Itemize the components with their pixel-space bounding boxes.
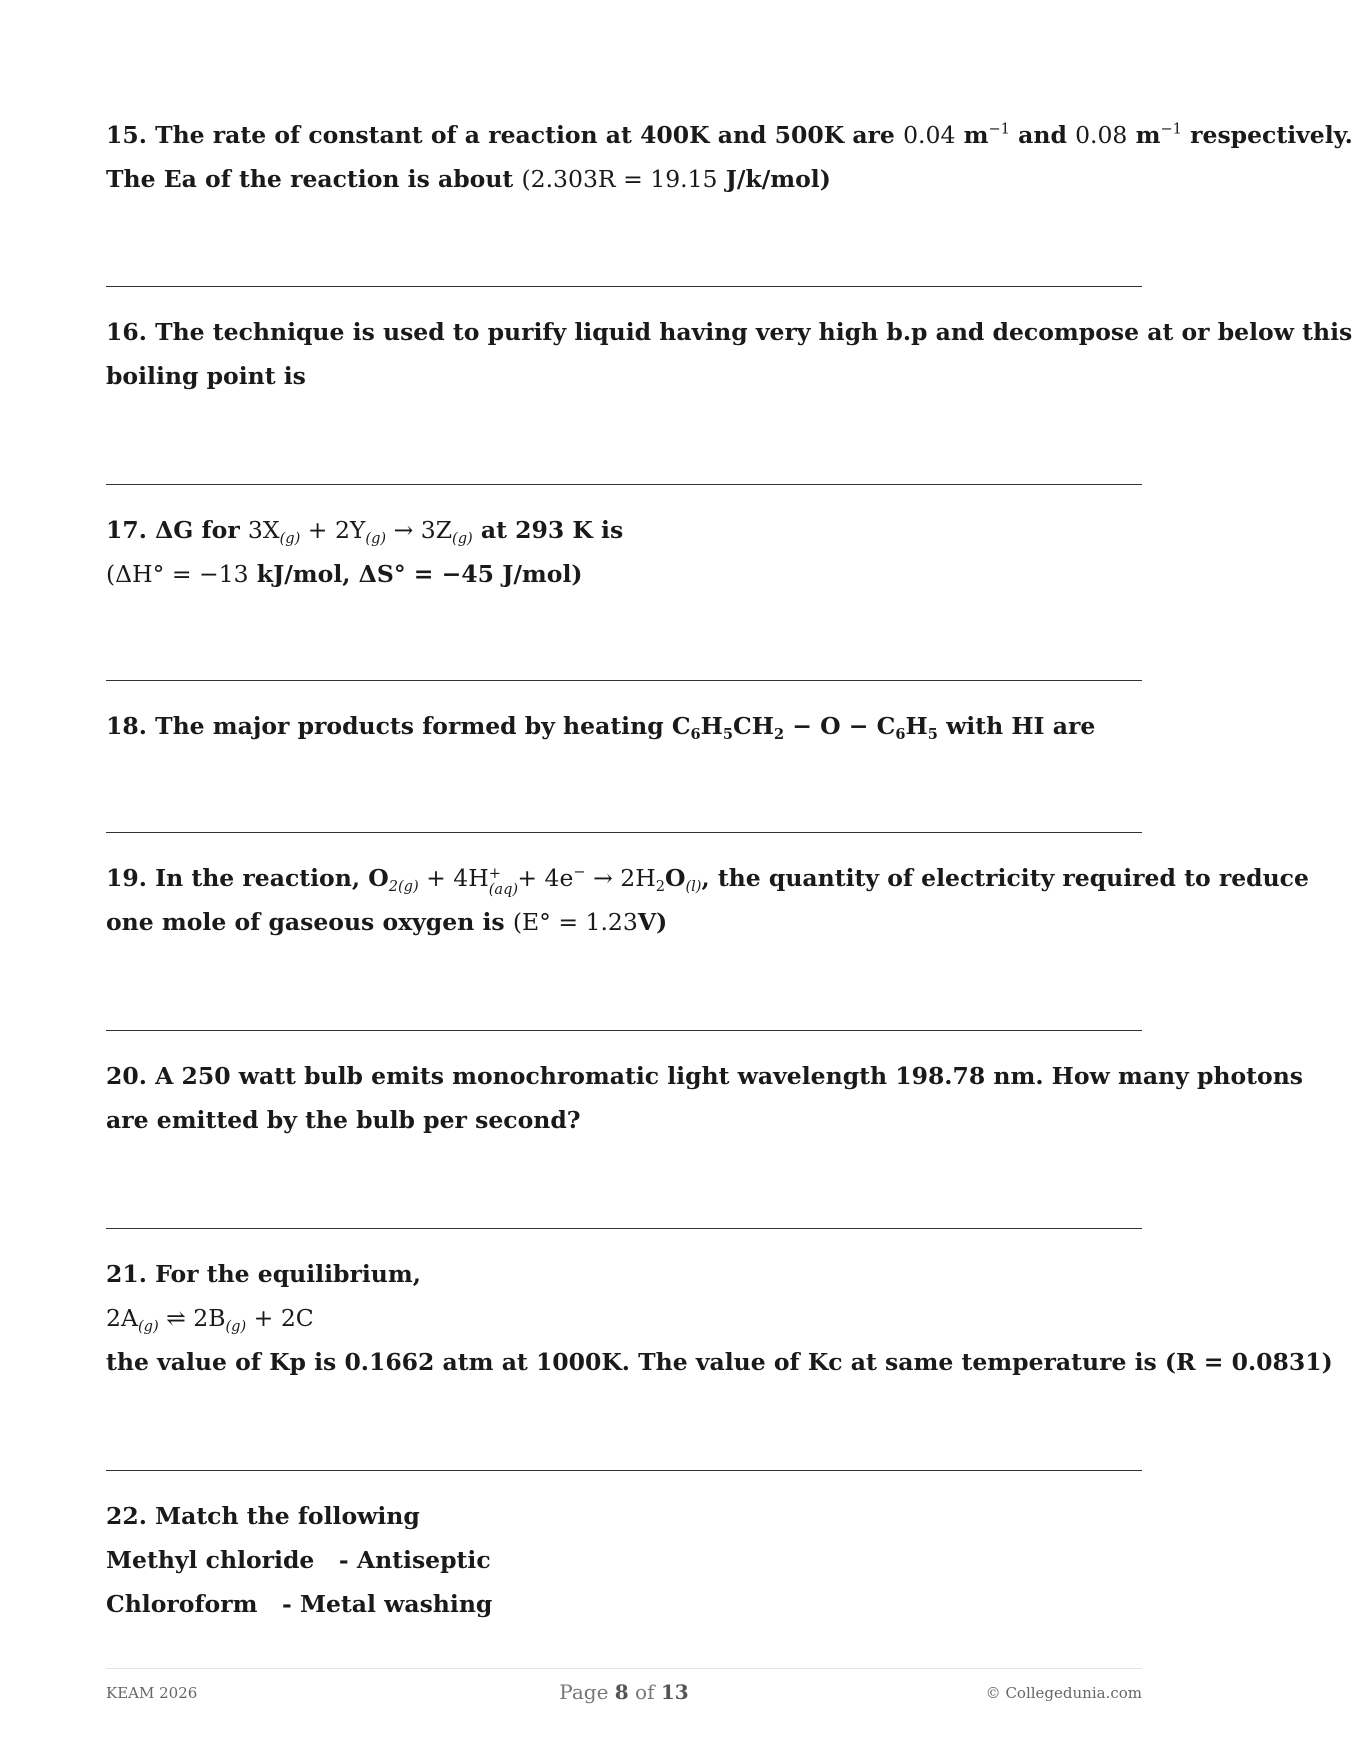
question-text: with HI are [946,712,1096,740]
product-z: → 3Z [393,516,453,544]
question-text: Match the following [155,1502,420,1530]
charge-label: + [488,865,501,883]
question-17-line-2 [106,552,1142,596]
water: → 2H [593,864,656,892]
product-c: + 2C [253,1304,314,1332]
question-22-line-1 [106,1494,1142,1538]
page [106,0,1353,1754]
rate-unit: m [1135,121,1161,149]
reactant-y: + 2Y [307,516,366,544]
question-number: 20. [106,1062,147,1090]
question-21-line-1 [106,1252,1142,1296]
phase-label: (g) [452,530,473,548]
question-15 [106,113,1353,201]
oxygen: O [368,864,389,892]
footer-divider [106,1668,1142,1669]
question-text: ΔG for [155,516,240,544]
question-number: 17. [106,516,147,544]
match-left: Methyl chloride [106,1546,315,1574]
rate-value-1: 0.04 [903,121,956,149]
given-constant: (2.303R = 19.15 [521,165,718,193]
question-16 [106,310,1353,398]
divider [106,680,1142,681]
question-number: 19. [106,864,147,892]
question-text: The rate of constant of a reaction at 400K and 500K are [155,121,895,149]
question-number: 15. [106,121,147,149]
question-text: and [1018,121,1067,149]
exam-name: KEAM 2026 [106,1684,198,1702]
phase-label: (g) [137,1318,159,1336]
question-19-line-2 [106,900,1142,944]
enthalpy-value: (ΔH° = −13 [106,560,249,588]
water-oxygen: O [664,864,686,892]
question-19 [106,856,1309,944]
question-20-line-2: are emitted by the bulb per second? [106,1106,581,1134]
question-20-line-1 [106,1054,1304,1098]
electrode-potential: (E° = 1.23 [512,908,638,936]
match-right: - Antiseptic [338,1546,491,1574]
page-current: 8 [614,1680,629,1704]
question-number: 16. [106,318,147,346]
reaction-equation [247,516,473,548]
phase-label: (g) [225,1318,247,1336]
question-21-line-3: the value of Kp is 0.1662 atm at 1000K. The value of Kc at same temperature is (R = 0.0831) [106,1348,1333,1376]
sup-sub-stack [488,863,519,898]
page-total: 13 [660,1680,689,1704]
question-text: The Ea of the reaction is about [106,165,514,193]
page-word: Page [559,1680,609,1704]
phase-label: 2(g) [388,878,419,896]
question-16-line-1 [106,310,1353,354]
match-right: - Metal washing [282,1590,493,1618]
question-number: 22. [106,1502,147,1530]
phase-label: (g) [365,530,387,548]
reactant-a: 2A [106,1304,138,1332]
rate-value-2: 0.08 [1075,121,1128,149]
question-17-line-1 [106,508,1142,552]
question-16-line-2: boiling point is [106,362,306,390]
rate-unit: m [963,121,989,149]
question-number: 18. [106,712,147,740]
question-21 [106,1252,1333,1384]
divider [106,286,1142,287]
rate-unit-exponent: −1 [988,120,1010,138]
question-15-line-1 [106,113,1353,157]
page-of: of [635,1680,655,1704]
question-text: The technique is used to purify liquid having very high b.p and decompose at or below this [155,318,1353,346]
divider [106,1470,1142,1471]
question-text: respectively. [1190,121,1353,149]
equilibrium-equation [106,1296,1142,1340]
divider [106,1030,1142,1031]
question-text: at 293 K is [480,516,624,544]
product-b: ⇌ 2B [166,1304,226,1332]
match-left: Chloroform [106,1590,258,1618]
question-text: The major products formed by heating [155,712,664,740]
given-units: J/k/mol) [725,165,831,193]
divider [106,832,1142,833]
question-text: A 250 watt bulb emits monochromatic light wavelength 198.78 nm. How many photons [155,1062,1304,1090]
question-text: one mole of gaseous oxygen is [106,908,505,936]
question-15-line-2 [106,157,1142,201]
divider [106,1228,1142,1229]
entropy-value: kJ/mol, ΔS° = −45 [256,560,495,588]
question-number: 21. [106,1260,147,1288]
phase-label: (g) [279,530,301,548]
question-text: For the equilibrium, [155,1260,421,1288]
question-18-line-1 [106,704,1142,748]
question-17 [106,508,1142,596]
match-row [106,1582,1142,1626]
question-20 [106,1054,1304,1142]
entropy-units: J/mol) [502,560,583,588]
rate-unit-exponent: −1 [1160,120,1182,138]
question-text: , the quantity of electricity required to reduce [701,864,1309,892]
potential-unit: V) [637,908,668,936]
reaction-equation: $O_{2(g)} + 4H$ + (aq) + $4e^- \to 2H_2O_{(l)}$ [368,864,701,892]
electron: + 4e [517,864,574,892]
reactant-x: 3X [247,516,280,544]
footer [106,1680,1142,1710]
match-row [106,1538,1142,1582]
divider [106,484,1142,485]
ether-formula: $C_6H_5CH_2 - O - C_6H_5$ [671,712,938,744]
question-18 [106,704,1142,748]
question-22 [106,1494,1142,1626]
hydrogen-ion: + 4H [426,864,489,892]
question-text: In the reaction, [155,864,361,892]
question-19-line-1 [106,856,1309,900]
phase-label: (aq) [488,880,519,898]
phase-label: (l) [685,878,702,896]
copyright: © Collegedunia.com [985,1684,1142,1702]
charge-label: − [573,863,586,881]
